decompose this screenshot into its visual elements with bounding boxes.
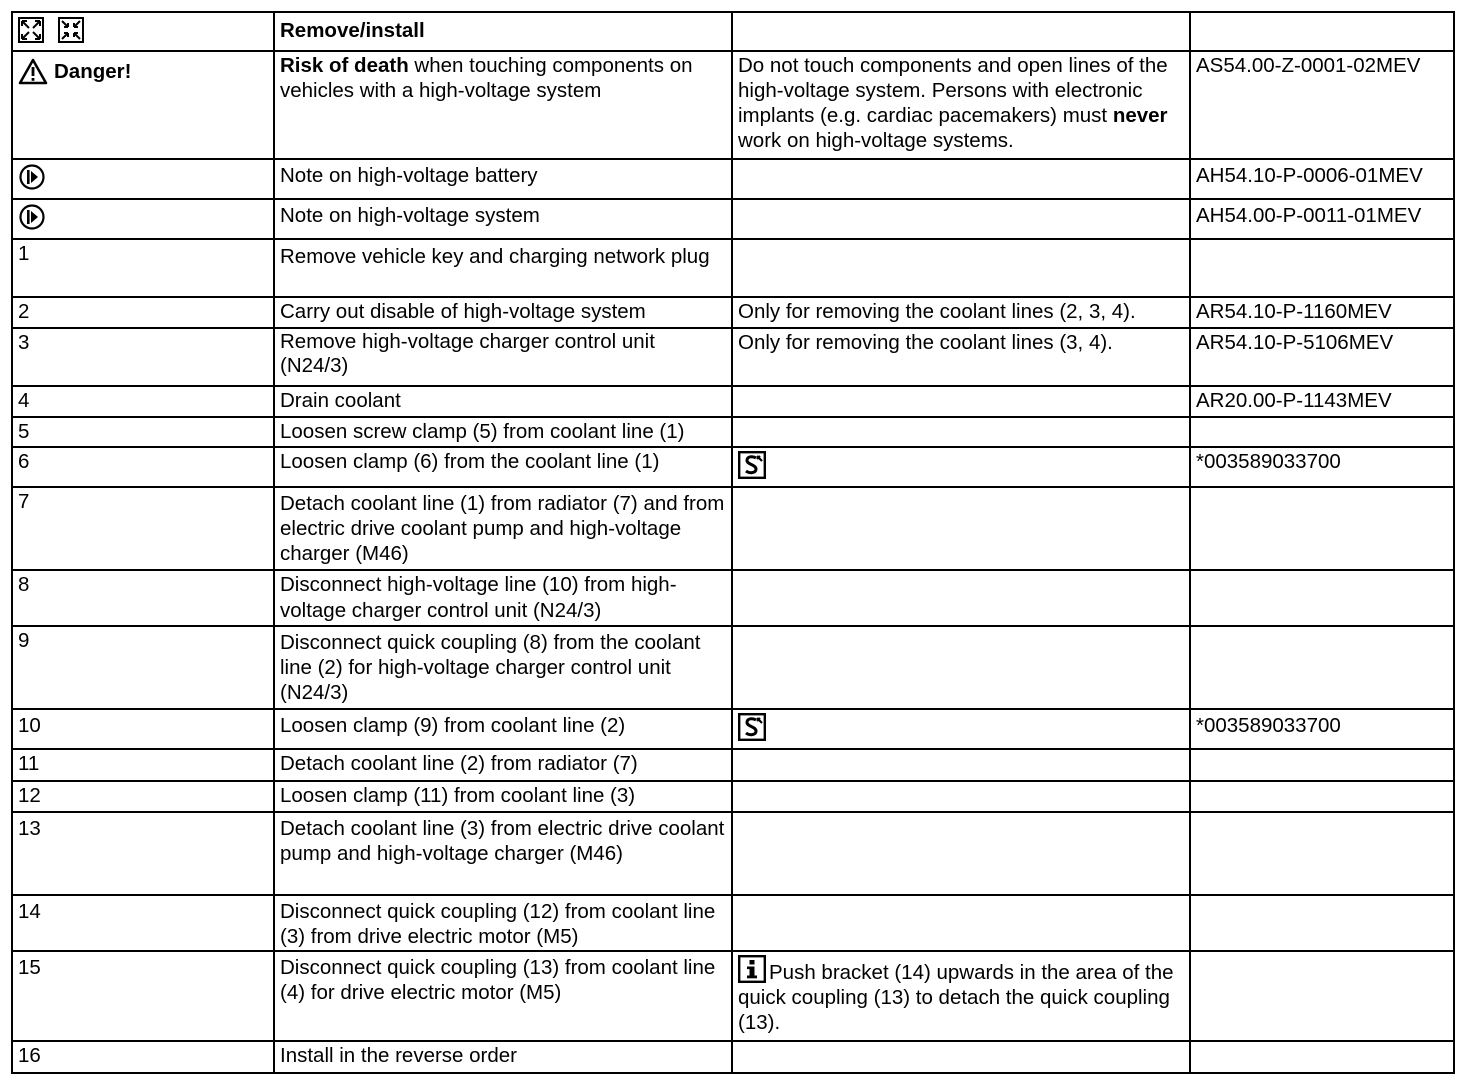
note-text: Note on high-voltage battery <box>274 159 732 199</box>
step-number: 15 <box>12 951 274 1041</box>
note-row <box>12 159 1454 199</box>
header-icons-cell <box>12 12 274 51</box>
step-ref <box>1190 239 1454 297</box>
step-text: Disconnect quick coupling (12) from coolant line (3) from drive electric motor (M5) <box>274 895 732 951</box>
step-number: 2 <box>12 297 274 328</box>
step-number: 10 <box>12 709 274 749</box>
step-text: Loosen screw clamp (5) from coolant line (1) <box>274 417 732 447</box>
step-ref <box>1190 626 1454 709</box>
step-number: 4 <box>12 386 274 417</box>
table-row <box>12 447 1454 487</box>
step-note <box>732 417 1190 447</box>
step-number: 12 <box>12 781 274 812</box>
danger-text: Risk of death when touching components on vehicles with a high-voltage system <box>274 51 732 159</box>
step-text: Carry out disable of high-voltage system <box>274 297 732 328</box>
special-tool-icon[interactable] <box>738 713 766 741</box>
step-number: 6 <box>12 447 274 487</box>
step-ref <box>1190 895 1454 951</box>
step-note <box>732 626 1190 709</box>
step-text: Detach coolant line (1) from radiator (7) and from electric drive coolant pump and high-voltage charger (M46) <box>274 487 732 570</box>
step-ref[interactable]: *003589033700 <box>1190 709 1454 749</box>
note-row <box>12 199 1454 239</box>
step-number: 8 <box>12 570 274 626</box>
step-number: 11 <box>12 749 274 781</box>
info-icon[interactable] <box>738 955 766 983</box>
step-ref <box>1190 951 1454 1041</box>
note-icon[interactable] <box>18 163 46 191</box>
table-row <box>12 1041 1454 1073</box>
step-note <box>732 570 1190 626</box>
step-text: Remove high-voltage charger control unit (N24/3) <box>274 328 732 386</box>
step-note <box>732 239 1190 297</box>
step-text: Disconnect high-voltage line (10) from high-voltage charger control unit (N24/3) <box>274 570 732 626</box>
step-ref <box>1190 570 1454 626</box>
table-row <box>12 812 1454 895</box>
step-text: Drain coolant <box>274 386 732 417</box>
header-title: Remove/install <box>274 12 732 51</box>
table-row <box>12 749 1454 781</box>
step-ref[interactable]: AR54.10-P-1160MEV <box>1190 297 1454 328</box>
step-note <box>732 1041 1190 1073</box>
danger-row <box>12 51 1454 159</box>
step-number: 14 <box>12 895 274 951</box>
step-note <box>732 386 1190 417</box>
step-ref <box>1190 812 1454 895</box>
table-row <box>12 297 1454 328</box>
table-row <box>12 386 1454 417</box>
step-number: 5 <box>12 417 274 447</box>
step-text: Loosen clamp (6) from the coolant line (1) <box>274 447 732 487</box>
step-note: Only for removing the coolant lines (3, 4). <box>732 328 1190 386</box>
step-number: 13 <box>12 812 274 895</box>
header-row <box>12 12 1454 51</box>
step-note <box>732 447 1190 487</box>
table-row <box>12 781 1454 812</box>
step-number: 3 <box>12 328 274 386</box>
table-row <box>12 709 1454 749</box>
step-text: Disconnect quick coupling (13) from coolant line (4) for drive electric motor (M5) <box>274 951 732 1041</box>
table-row <box>12 951 1454 1041</box>
step-ref[interactable]: AR20.00-P-1143MEV <box>1190 386 1454 417</box>
step-number: 16 <box>12 1041 274 1073</box>
step-text: Install in the reverse order <box>274 1041 732 1073</box>
step-note <box>732 709 1190 749</box>
table-row <box>12 487 1454 570</box>
step-number: 7 <box>12 487 274 570</box>
step-ref <box>1190 781 1454 812</box>
table-row <box>12 626 1454 709</box>
step-ref[interactable]: AR54.10-P-5106MEV <box>1190 328 1454 386</box>
step-text: Detach coolant line (2) from radiator (7) <box>274 749 732 781</box>
step-number: 9 <box>12 626 274 709</box>
note-text: Note on high-voltage system <box>274 199 732 239</box>
table-row <box>12 895 1454 951</box>
table-row <box>12 328 1454 386</box>
step-number: 1 <box>12 239 274 297</box>
special-tool-icon[interactable] <box>738 451 766 479</box>
procedure-table <box>11 11 1455 1074</box>
note-ref[interactable]: AH54.00-P-0011-01MEV <box>1190 199 1454 239</box>
warning-triangle-icon <box>18 58 48 85</box>
step-text: Detach coolant line (3) from electric drive coolant pump and high-voltage charger (M46) <box>274 812 732 895</box>
step-text: Disconnect quick coupling (8) from the coolant line (2) for high-voltage charger control unit (N24/3) <box>274 626 732 709</box>
note-icon[interactable] <box>18 203 46 231</box>
step-ref <box>1190 417 1454 447</box>
table-row <box>12 570 1454 626</box>
danger-ref[interactable]: AS54.00-Z-0001-02MEV <box>1190 51 1454 159</box>
step-note <box>732 781 1190 812</box>
note-ref[interactable]: AH54.10-P-0006-01MEV <box>1190 159 1454 199</box>
step-note <box>732 749 1190 781</box>
expand-icon[interactable] <box>18 17 44 49</box>
step-note: Only for removing the coolant lines (2, 3, 4). <box>732 297 1190 328</box>
step-note: Push bracket (14) upwards in the area of the quick coupling (13) to detach the quick coupling (13). <box>732 951 1190 1041</box>
step-note <box>732 487 1190 570</box>
step-text: Loosen clamp (9) from coolant line (2) <box>274 709 732 749</box>
table-row <box>12 239 1454 297</box>
danger-note: Do not touch components and open lines of the high-voltage system. Persons with electronic implants (e.g. cardiac pacemakers) must never work on high-voltage systems. <box>732 51 1190 159</box>
table-row <box>12 417 1454 447</box>
step-note <box>732 812 1190 895</box>
danger-label: Danger! <box>18 58 131 85</box>
step-text: Remove vehicle key and charging network plug <box>274 239 732 297</box>
step-note <box>732 895 1190 951</box>
step-ref <box>1190 487 1454 570</box>
step-ref <box>1190 1041 1454 1073</box>
step-text: Loosen clamp (11) from coolant line (3) <box>274 781 732 812</box>
collapse-icon[interactable] <box>58 17 84 49</box>
step-ref[interactable]: *003589033700 <box>1190 447 1454 487</box>
step-ref <box>1190 749 1454 781</box>
